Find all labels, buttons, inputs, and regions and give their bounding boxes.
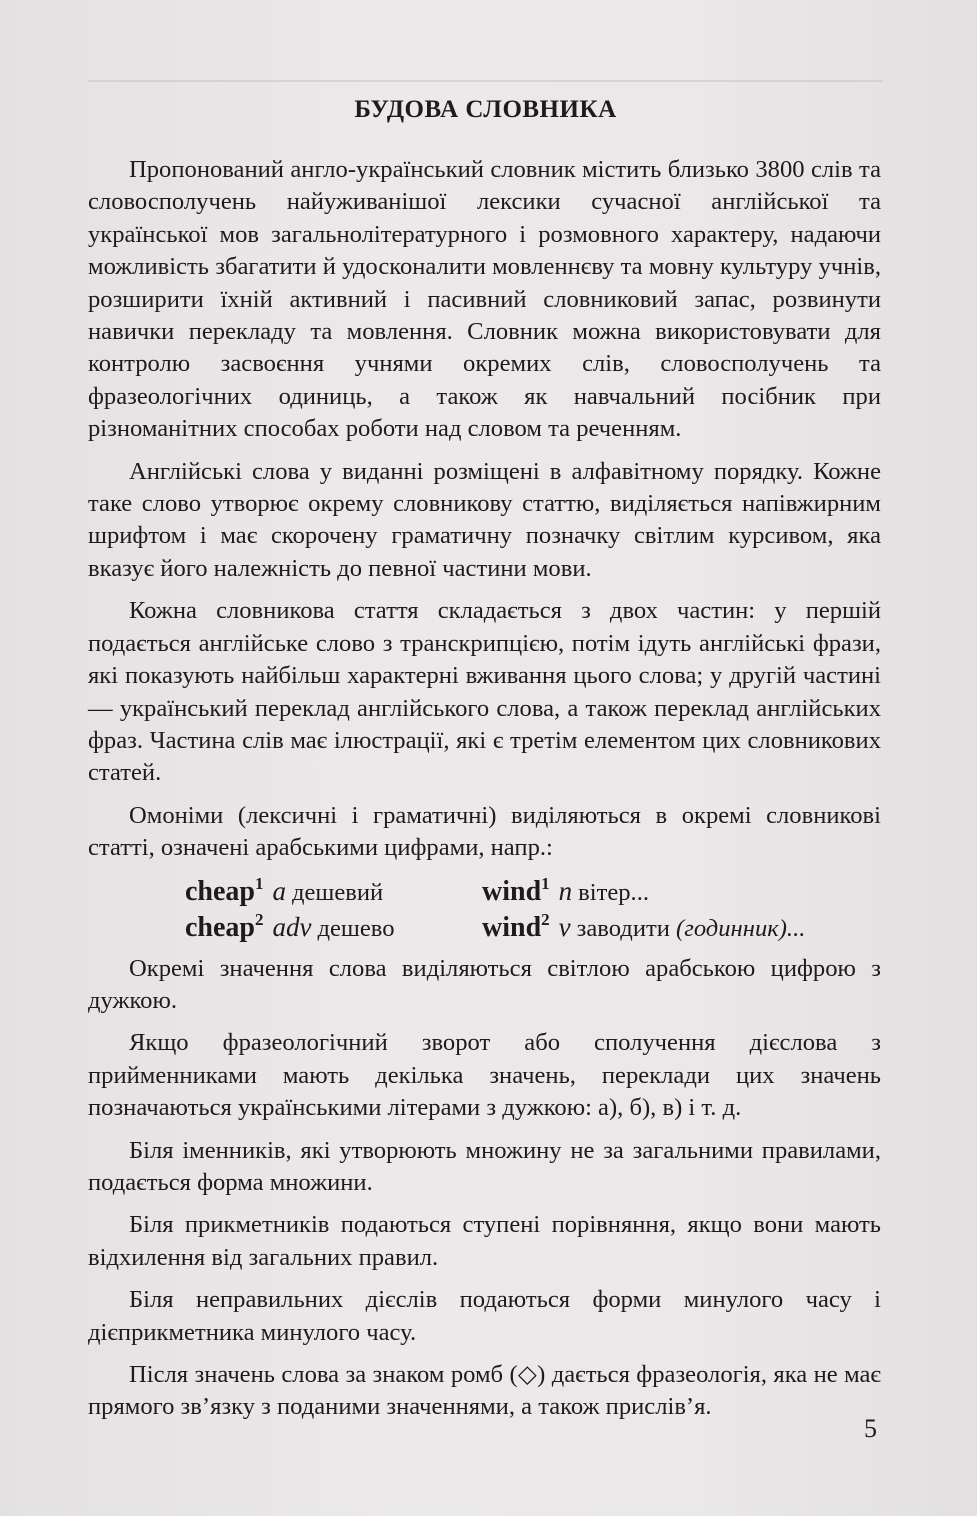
page-body	[88, 154, 881, 1434]
translation: заводити	[576, 914, 670, 942]
example-row	[185, 875, 881, 911]
headword-text: wind	[482, 911, 542, 943]
paragraph-phraseology: Після значень слова за знаком ромб (◇) дається фразеологія, яка не має прямого зв’язку з поданими значеннями, а також прислів’я.	[88, 1361, 881, 1421]
homonym-number: 1	[255, 873, 264, 893]
example-row	[185, 911, 881, 947]
paragraph-irregular-verbs: Біля неправильних дієслів подаються форми минулого часу і дієприкметника минулого часу.	[88, 1286, 881, 1346]
homonym-examples	[88, 875, 881, 947]
paragraph-order: Англійські слова у виданні розміщені в алфавітному порядку. Кожне таке слово утворює окрему словникову статтю, виділяється напівжирним шрифтом і має скорочену граматичну позначку світлим курсивом, яка вказує його належність до певної частини мови.	[88, 457, 881, 582]
example-entry	[185, 875, 482, 909]
page-number: 5	[864, 1414, 877, 1443]
paragraph-structure: Кожна словникова стаття складається з двох частин: у першій подається англійське слово з транскрипцією, потім ідуть англійські фрази, які показують найбільш характерні вживання цього слова; у другій частині — український переклад англійського слова, а також переклад англійських фраз. Частина слів має ілюстрації, які є третім елементом цих словникових статей.	[88, 597, 881, 787]
translation: дешевий	[292, 878, 384, 906]
translation-note: (годинник)...	[676, 914, 806, 942]
headword	[482, 909, 550, 944]
headword	[185, 873, 264, 908]
paragraph-phrasal: Якщо фразеологічний зворот або сполучення дієслова з прийменниками мають декілька значень, переклади цих значень позначаються українськими літерами з дужкою: а), б), в) і т. д.	[88, 1029, 881, 1122]
paragraph-comparison: Біля прикметників подаються ступені порівняння, якщо вони мають відхилення від загальних правил.	[88, 1211, 881, 1271]
paragraph-meanings: Окремі значення слова виділяються світлою арабською цифрою з дужкою.	[88, 954, 881, 1014]
headword-text: cheap	[185, 911, 255, 943]
headword	[185, 909, 264, 944]
homonym-number: 1	[541, 873, 550, 893]
homonym-number: 2	[541, 909, 550, 929]
part-of-speech: a	[272, 875, 286, 906]
translation: вітер...	[578, 878, 650, 906]
example-entry	[482, 875, 649, 909]
homonym-number: 2	[255, 909, 264, 929]
example-entry	[185, 911, 482, 945]
page-title: БУДОВА СЛОВНИКА	[354, 96, 617, 123]
headword	[482, 873, 550, 908]
example-entry	[482, 911, 805, 945]
top-rule	[88, 80, 883, 82]
headword-text: cheap	[185, 875, 255, 907]
headword-text: wind	[482, 875, 542, 907]
paragraph-intro: Пропонований англо-український словник містить близько 3800 слів та словосполучень найуживанішої лексики сучасної англійської та української мов загальнолітературного і розмовного характеру, надаючи можливість збагатити й удосконалити мовленнєву та мовну культуру учнів, розширити їхній активний і пасивний словниковий запас, розвинути навички перекладу та мовлення. Словник можна використовувати для контролю засвоєння учнями окремих слів, словосполучень та фразеологічних одиниць, а також як навчальний посібник при різноманітних способах роботи над словом та реченням.	[88, 156, 881, 443]
part-of-speech: v	[558, 911, 571, 942]
paragraph-homonyms: Омоніми (лексичні і граматичні) виділяються в окремі словникові статті, означені арабськими цифрами, напр.:	[88, 801, 881, 862]
translation: дешево	[317, 914, 395, 942]
part-of-speech: adv	[272, 911, 312, 942]
part-of-speech: n	[558, 875, 573, 906]
paragraph-plural: Біля іменників, які утворюють множину не за загальними правилами, подається форма множини.	[88, 1136, 881, 1196]
